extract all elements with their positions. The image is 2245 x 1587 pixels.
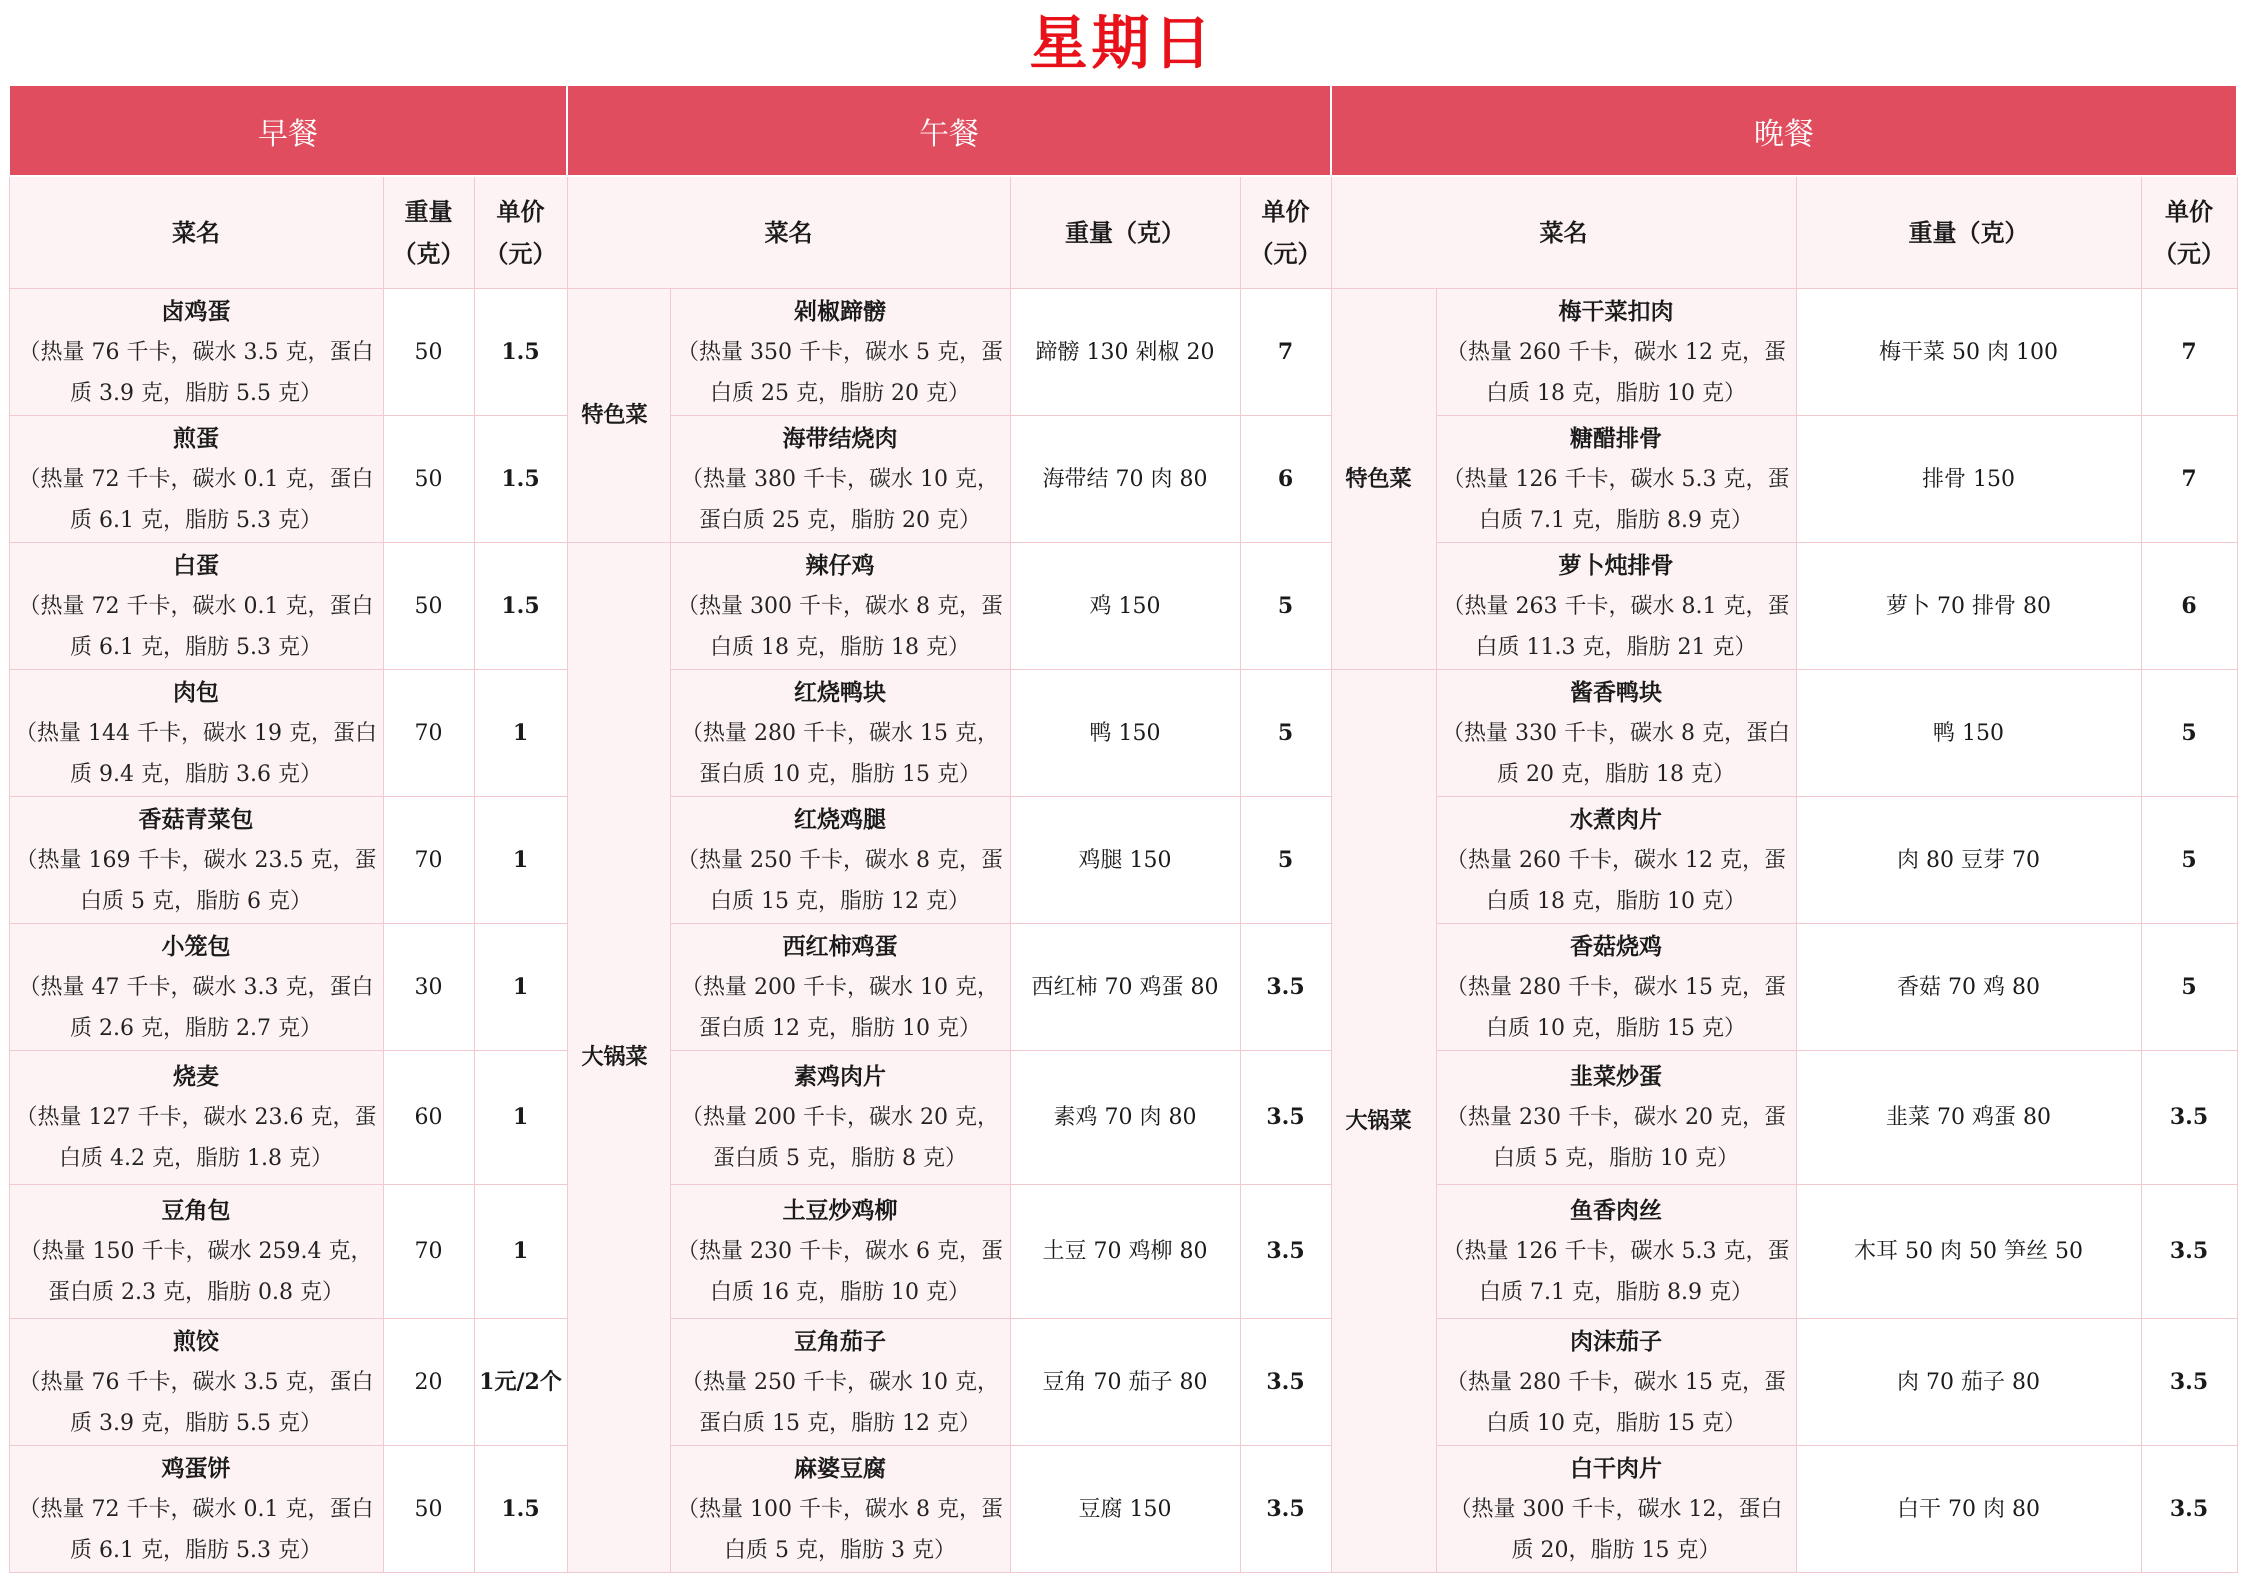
- breakfast-dish-cell: [9, 797, 383, 924]
- dish-name: 土豆炒鸡柳: [782, 1197, 898, 1224]
- dinner-dish-cell: [1436, 1319, 1796, 1446]
- dish-name: 韭菜炒蛋: [1570, 1063, 1663, 1090]
- breakfast-weight-cell: 70: [383, 670, 474, 797]
- dish-nutrition: （热量 260 千卡，碳水 12 克，蛋白质 18 克，脂肪 10 克）: [1446, 339, 1786, 406]
- column-header-row: [9, 176, 2237, 289]
- dish-nutrition: （热量 126 千卡，碳水 5.3 克，蛋白质 7.1 克，脂肪 8.9 克）: [1442, 1239, 1790, 1305]
- breakfast-weight-cell: 50: [383, 1446, 474, 1573]
- meal-header-row: [9, 85, 2237, 176]
- dinner-price-cell: 3.5: [2141, 1185, 2237, 1319]
- breakfast-weight-cell: 60: [383, 1051, 474, 1185]
- lunch-price-cell: 6: [1240, 416, 1331, 543]
- breakfast-weight-cell: 50: [383, 416, 474, 543]
- table-row: [9, 543, 2237, 670]
- dinner-price-cell: 7: [2141, 289, 2237, 416]
- breakfast-price-cell: 1: [474, 797, 567, 924]
- breakfast-dish-cell: [9, 1051, 383, 1185]
- page-title: 星期日: [1029, 9, 1216, 77]
- dinner-header: 晚餐: [1331, 85, 2237, 176]
- dish-nutrition: （热量 260 千卡，碳水 12 克，蛋白质 18 克，脂肪 10 克）: [1446, 847, 1786, 914]
- lunch-category-bigpot: 大锅菜: [567, 543, 670, 1573]
- dish-nutrition: （热量 144 千卡，碳水 19 克，蛋白质 9.4 克，脂肪 3.6 克）: [15, 720, 377, 787]
- dish-name: 酱香鸭块: [1570, 678, 1663, 706]
- breakfast-dish-cell: [9, 670, 383, 797]
- menu-table: [8, 84, 2238, 1573]
- lunch-price-cell: 3.5: [1240, 924, 1331, 1051]
- dinner-dish-cell: [1436, 1446, 1796, 1573]
- lunch-dish-cell: [670, 1446, 1010, 1573]
- dish-name: 鱼香肉丝: [1570, 1197, 1663, 1224]
- lunch-dish-cell: [670, 289, 1010, 416]
- lunch-weight-cell: 豆腐 150: [1010, 1446, 1240, 1573]
- table-row: [9, 289, 2237, 416]
- lunch-dish-cell: [670, 1185, 1010, 1319]
- dish-nutrition: （热量 126 千卡，碳水 5.3 克，蛋白质 7.1 克，脂肪 8.9 克）: [1442, 466, 1790, 533]
- dish-name: 白干肉片: [1570, 1454, 1663, 1482]
- dish-name: 剁椒蹄髈: [794, 297, 887, 325]
- dish-nutrition: （热量 230 千卡，碳水 20 克，蛋白质 5 克，脂肪 10 克）: [1446, 1105, 1786, 1171]
- lunch-dish-cell: [670, 1051, 1010, 1185]
- lunch-weight-cell: 豆角 70 茄子 80: [1010, 1319, 1240, 1446]
- breakfast-dish-cell: [9, 289, 383, 416]
- dish-nutrition: （热量 263 千卡，碳水 8.1 克，蛋白质 11.3 克，脂肪 21 克）: [1442, 593, 1790, 660]
- breakfast-price-cell: 1: [474, 1051, 567, 1185]
- dish-nutrition: （热量 150 千卡，碳水 259.4 克，蛋白质 2.3 克，脂肪 0.8 克）: [19, 1239, 373, 1305]
- dinner-dish-cell: [1436, 924, 1796, 1051]
- breakfast-price-cell: 1.5: [474, 289, 567, 416]
- dish-nutrition: （热量 330 千卡，碳水 8 克，蛋白质 20 克，脂肪 18 克）: [1442, 720, 1790, 787]
- breakfast-price-cell: 1.5: [474, 1446, 567, 1573]
- dinner-weight-header: 重量（克）: [1796, 176, 2141, 289]
- dish-nutrition: （热量 250 千卡，碳水 8 克，蛋白质 15 克，脂肪 12 克）: [677, 847, 1003, 914]
- dish-nutrition: （热量 76 千卡，碳水 3.5 克，蛋白质 3.9 克，脂肪 5.5 克）: [18, 339, 374, 406]
- dish-name: 煎饺: [173, 1327, 219, 1355]
- menu-body: [9, 289, 2237, 1573]
- breakfast-dish-header: 菜名: [9, 176, 383, 289]
- dish-name: 萝卜炖排骨: [1558, 551, 1674, 579]
- dish-nutrition: （热量 350 千卡，碳水 5 克，蛋白质 25 克，脂肪 20 克）: [677, 339, 1003, 406]
- lunch-price-cell: 5: [1240, 797, 1331, 924]
- dish-name: 香菇烧鸡: [1570, 932, 1663, 960]
- breakfast-price-cell: 1.5: [474, 416, 567, 543]
- dinner-dish-cell: [1436, 289, 1796, 416]
- dish-nutrition: （热量 280 千卡，碳水 15 克，蛋白质 10 克，脂肪 15 克）: [1446, 974, 1786, 1041]
- lunch-price-header: 单价（元）: [1240, 176, 1331, 289]
- lunch-price-cell: 5: [1240, 670, 1331, 797]
- dish-name: 肉包: [173, 678, 219, 706]
- dish-name: 红烧鸭块: [794, 678, 887, 706]
- dinner-dish-cell: [1436, 670, 1796, 797]
- dish-name: 梅干菜扣肉: [1558, 297, 1674, 325]
- dinner-weight-cell: 肉 80 豆芽 70: [1796, 797, 2141, 924]
- dish-name: 西红柿鸡蛋: [782, 932, 898, 960]
- dinner-weight-cell: 鸭 150: [1796, 670, 2141, 797]
- dish-name: 素鸡肉片: [794, 1063, 887, 1090]
- lunch-price-cell: 3.5: [1240, 1319, 1331, 1446]
- dinner-weight-cell: 排骨 150: [1796, 416, 2141, 543]
- dinner-price-cell: 6: [2141, 543, 2237, 670]
- lunch-weight-header: 重量（克）: [1010, 176, 1240, 289]
- dish-name: 肉沫茄子: [1570, 1327, 1663, 1355]
- lunch-category-special: 特色菜: [567, 289, 670, 543]
- table-row: [9, 1319, 2237, 1446]
- dinner-category-bigpot: 大锅菜: [1331, 670, 1436, 1573]
- lunch-price-cell: 3.5: [1240, 1446, 1331, 1573]
- dish-name: 煎蛋: [173, 424, 219, 452]
- dish-name: 糖醋排骨: [1570, 424, 1663, 452]
- lunch-price-cell: 5: [1240, 543, 1331, 670]
- dish-name: 香菇青菜包: [138, 805, 254, 833]
- lunch-header: 午餐: [567, 85, 1331, 176]
- dinner-weight-cell: 韭菜 70 鸡蛋 80: [1796, 1051, 2141, 1185]
- breakfast-weight-cell: 70: [383, 797, 474, 924]
- breakfast-price-cell: 1.5: [474, 543, 567, 670]
- lunch-dish-cell: [670, 1319, 1010, 1446]
- breakfast-dish-cell: [9, 416, 383, 543]
- breakfast-weight-cell: 70: [383, 1185, 474, 1319]
- dish-nutrition: （热量 280 千卡，碳水 15 克，蛋白质 10 克，脂肪 15 克）: [1446, 1369, 1786, 1436]
- dish-name: 海带结烧肉: [782, 424, 898, 452]
- breakfast-dish-cell: [9, 924, 383, 1051]
- dinner-price-cell: 5: [2141, 670, 2237, 797]
- breakfast-price-cell: 1: [474, 924, 567, 1051]
- dish-name: 小笼包: [161, 932, 231, 960]
- breakfast-weight-cell: 30: [383, 924, 474, 1051]
- dinner-dish-cell: [1436, 797, 1796, 924]
- dinner-weight-cell: 白干 70 肉 80: [1796, 1446, 2141, 1573]
- dinner-weight-cell: 梅干菜 50 肉 100: [1796, 289, 2141, 416]
- dish-nutrition: （热量 250 千卡，碳水 10 克，蛋白质 15 克，脂肪 12 克）: [681, 1369, 999, 1436]
- breakfast-dish-cell: [9, 1319, 383, 1446]
- dinner-dish-header: 菜名: [1331, 176, 1796, 289]
- lunch-weight-cell: 鸡腿 150: [1010, 797, 1240, 924]
- lunch-weight-cell: 鸡 150: [1010, 543, 1240, 670]
- dish-nutrition: （热量 280 千卡，碳水 15 克，蛋白质 10 克，脂肪 15 克）: [681, 720, 999, 787]
- dish-nutrition: （热量 300 千卡，碳水 8 克，蛋白质 18 克，脂肪 18 克）: [677, 593, 1003, 660]
- table-row: [9, 670, 2237, 797]
- dish-nutrition: （热量 72 千卡，碳水 0.1 克，蛋白质 6.1 克，脂肪 5.3 克）: [18, 1496, 374, 1563]
- breakfast-weight-cell: 50: [383, 289, 474, 416]
- dinner-price-cell: 5: [2141, 797, 2237, 924]
- breakfast-price-header: 单价（元）: [474, 176, 567, 289]
- lunch-weight-cell: 海带结 70 肉 80: [1010, 416, 1240, 543]
- dish-nutrition: （热量 169 千卡，碳水 23.5 克，蛋白质 5 克，脂肪 6 克）: [15, 847, 377, 914]
- dish-name: 鸡蛋饼: [161, 1454, 231, 1482]
- dish-name: 水煮肉片: [1570, 805, 1663, 833]
- dish-name: 豆角茄子: [794, 1327, 887, 1355]
- table-row: [9, 1185, 2237, 1319]
- dish-nutrition: （热量 380 千卡，碳水 10 克，蛋白质 25 克，脂肪 20 克）: [681, 466, 999, 533]
- lunch-dish-cell: [670, 543, 1010, 670]
- table-row: [9, 924, 2237, 1051]
- dinner-price-cell: 7: [2141, 416, 2237, 543]
- lunch-weight-cell: 鸭 150: [1010, 670, 1240, 797]
- dish-name: 卤鸡蛋: [161, 297, 231, 325]
- dinner-dish-cell: [1436, 416, 1796, 543]
- breakfast-weight-cell: 50: [383, 543, 474, 670]
- dish-name: 辣仔鸡: [805, 551, 875, 579]
- breakfast-dish-cell: [9, 1446, 383, 1573]
- dinner-dish-cell: [1436, 543, 1796, 670]
- dish-nutrition: （热量 72 千卡，碳水 0.1 克，蛋白质 6.1 克，脂肪 5.3 克）: [18, 466, 374, 533]
- dinner-dish-cell: [1436, 1051, 1796, 1185]
- dinner-dish-cell: [1436, 1185, 1796, 1319]
- table-row: [9, 797, 2237, 924]
- lunch-price-cell: 3.5: [1240, 1051, 1331, 1185]
- breakfast-price-cell: 1: [474, 1185, 567, 1319]
- breakfast-header: 早餐: [9, 85, 567, 176]
- dish-nutrition: （热量 100 千卡，碳水 8 克，蛋白质 5 克，脂肪 3 克）: [677, 1496, 1003, 1563]
- lunch-dish-cell: [670, 670, 1010, 797]
- lunch-weight-cell: 蹄髈 130 剁椒 20: [1010, 289, 1240, 416]
- dinner-price-cell: 5: [2141, 924, 2237, 1051]
- dinner-weight-cell: 木耳 50 肉 50 笋丝 50: [1796, 1185, 2141, 1319]
- dinner-weight-cell: 萝卜 70 排骨 80: [1796, 543, 2141, 670]
- lunch-dish-cell: [670, 797, 1010, 924]
- lunch-price-cell: 3.5: [1240, 1185, 1331, 1319]
- breakfast-weight-cell: 20: [383, 1319, 474, 1446]
- dinner-weight-cell: 肉 70 茄子 80: [1796, 1319, 2141, 1446]
- dish-name: 豆角包: [161, 1197, 231, 1224]
- dish-nutrition: （热量 72 千卡，碳水 0.1 克，蛋白质 6.1 克，脂肪 5.3 克）: [18, 593, 374, 660]
- breakfast-dish-cell: [9, 543, 383, 670]
- dinner-price-cell: 3.5: [2141, 1051, 2237, 1185]
- breakfast-price-cell: 1: [474, 670, 567, 797]
- dish-name: 烧麦: [173, 1063, 219, 1090]
- dish-nutrition: （热量 300 千卡，碳水 12，蛋白质 20，脂肪 15 克）: [1449, 1496, 1783, 1563]
- dinner-price-header: 单价（元）: [2141, 176, 2237, 289]
- dinner-price-cell: 3.5: [2141, 1319, 2237, 1446]
- dish-nutrition: （热量 230 千卡，碳水 6 克，蛋白质 16 克，脂肪 10 克）: [677, 1239, 1003, 1305]
- breakfast-weight-header: 重量（克）: [383, 176, 474, 289]
- lunch-dish-header: 菜名: [567, 176, 1010, 289]
- dinner-weight-cell: 香菇 70 鸡 80: [1796, 924, 2141, 1051]
- lunch-weight-cell: 素鸡 70 肉 80: [1010, 1051, 1240, 1185]
- lunch-weight-cell: 西红柿 70 鸡蛋 80: [1010, 924, 1240, 1051]
- dinner-category-special: 特色菜: [1331, 289, 1436, 670]
- dish-name: 红烧鸡腿: [794, 805, 887, 833]
- lunch-dish-cell: [670, 416, 1010, 543]
- dish-nutrition: （热量 76 千卡，碳水 3.5 克，蛋白质 3.9 克，脂肪 5.5 克）: [18, 1369, 374, 1436]
- table-row: [9, 1446, 2237, 1573]
- lunch-dish-cell: [670, 924, 1010, 1051]
- lunch-weight-cell: 土豆 70 鸡柳 80: [1010, 1185, 1240, 1319]
- dinner-price-cell: 3.5: [2141, 1446, 2237, 1573]
- breakfast-dish-cell: [9, 1185, 383, 1319]
- lunch-price-cell: 7: [1240, 289, 1331, 416]
- table-row: [9, 1051, 2237, 1185]
- dish-name: 白蛋: [173, 551, 219, 579]
- dish-nutrition: （热量 200 千卡，碳水 20 克，蛋白质 5 克，脂肪 8 克）: [681, 1105, 999, 1171]
- dish-name: 麻婆豆腐: [794, 1454, 887, 1482]
- table-row: [9, 416, 2237, 543]
- dish-nutrition: （热量 200 千卡，碳水 10 克，蛋白质 12 克，脂肪 10 克）: [681, 974, 999, 1041]
- breakfast-price-cell: 1元/2个: [474, 1319, 567, 1446]
- dish-nutrition: （热量 127 千卡，碳水 23.6 克，蛋白质 4.2 克，脂肪 1.8 克）: [15, 1105, 377, 1171]
- dish-nutrition: （热量 47 千卡，碳水 3.3 克，蛋白质 2.6 克，脂肪 2.7 克）: [18, 974, 374, 1041]
